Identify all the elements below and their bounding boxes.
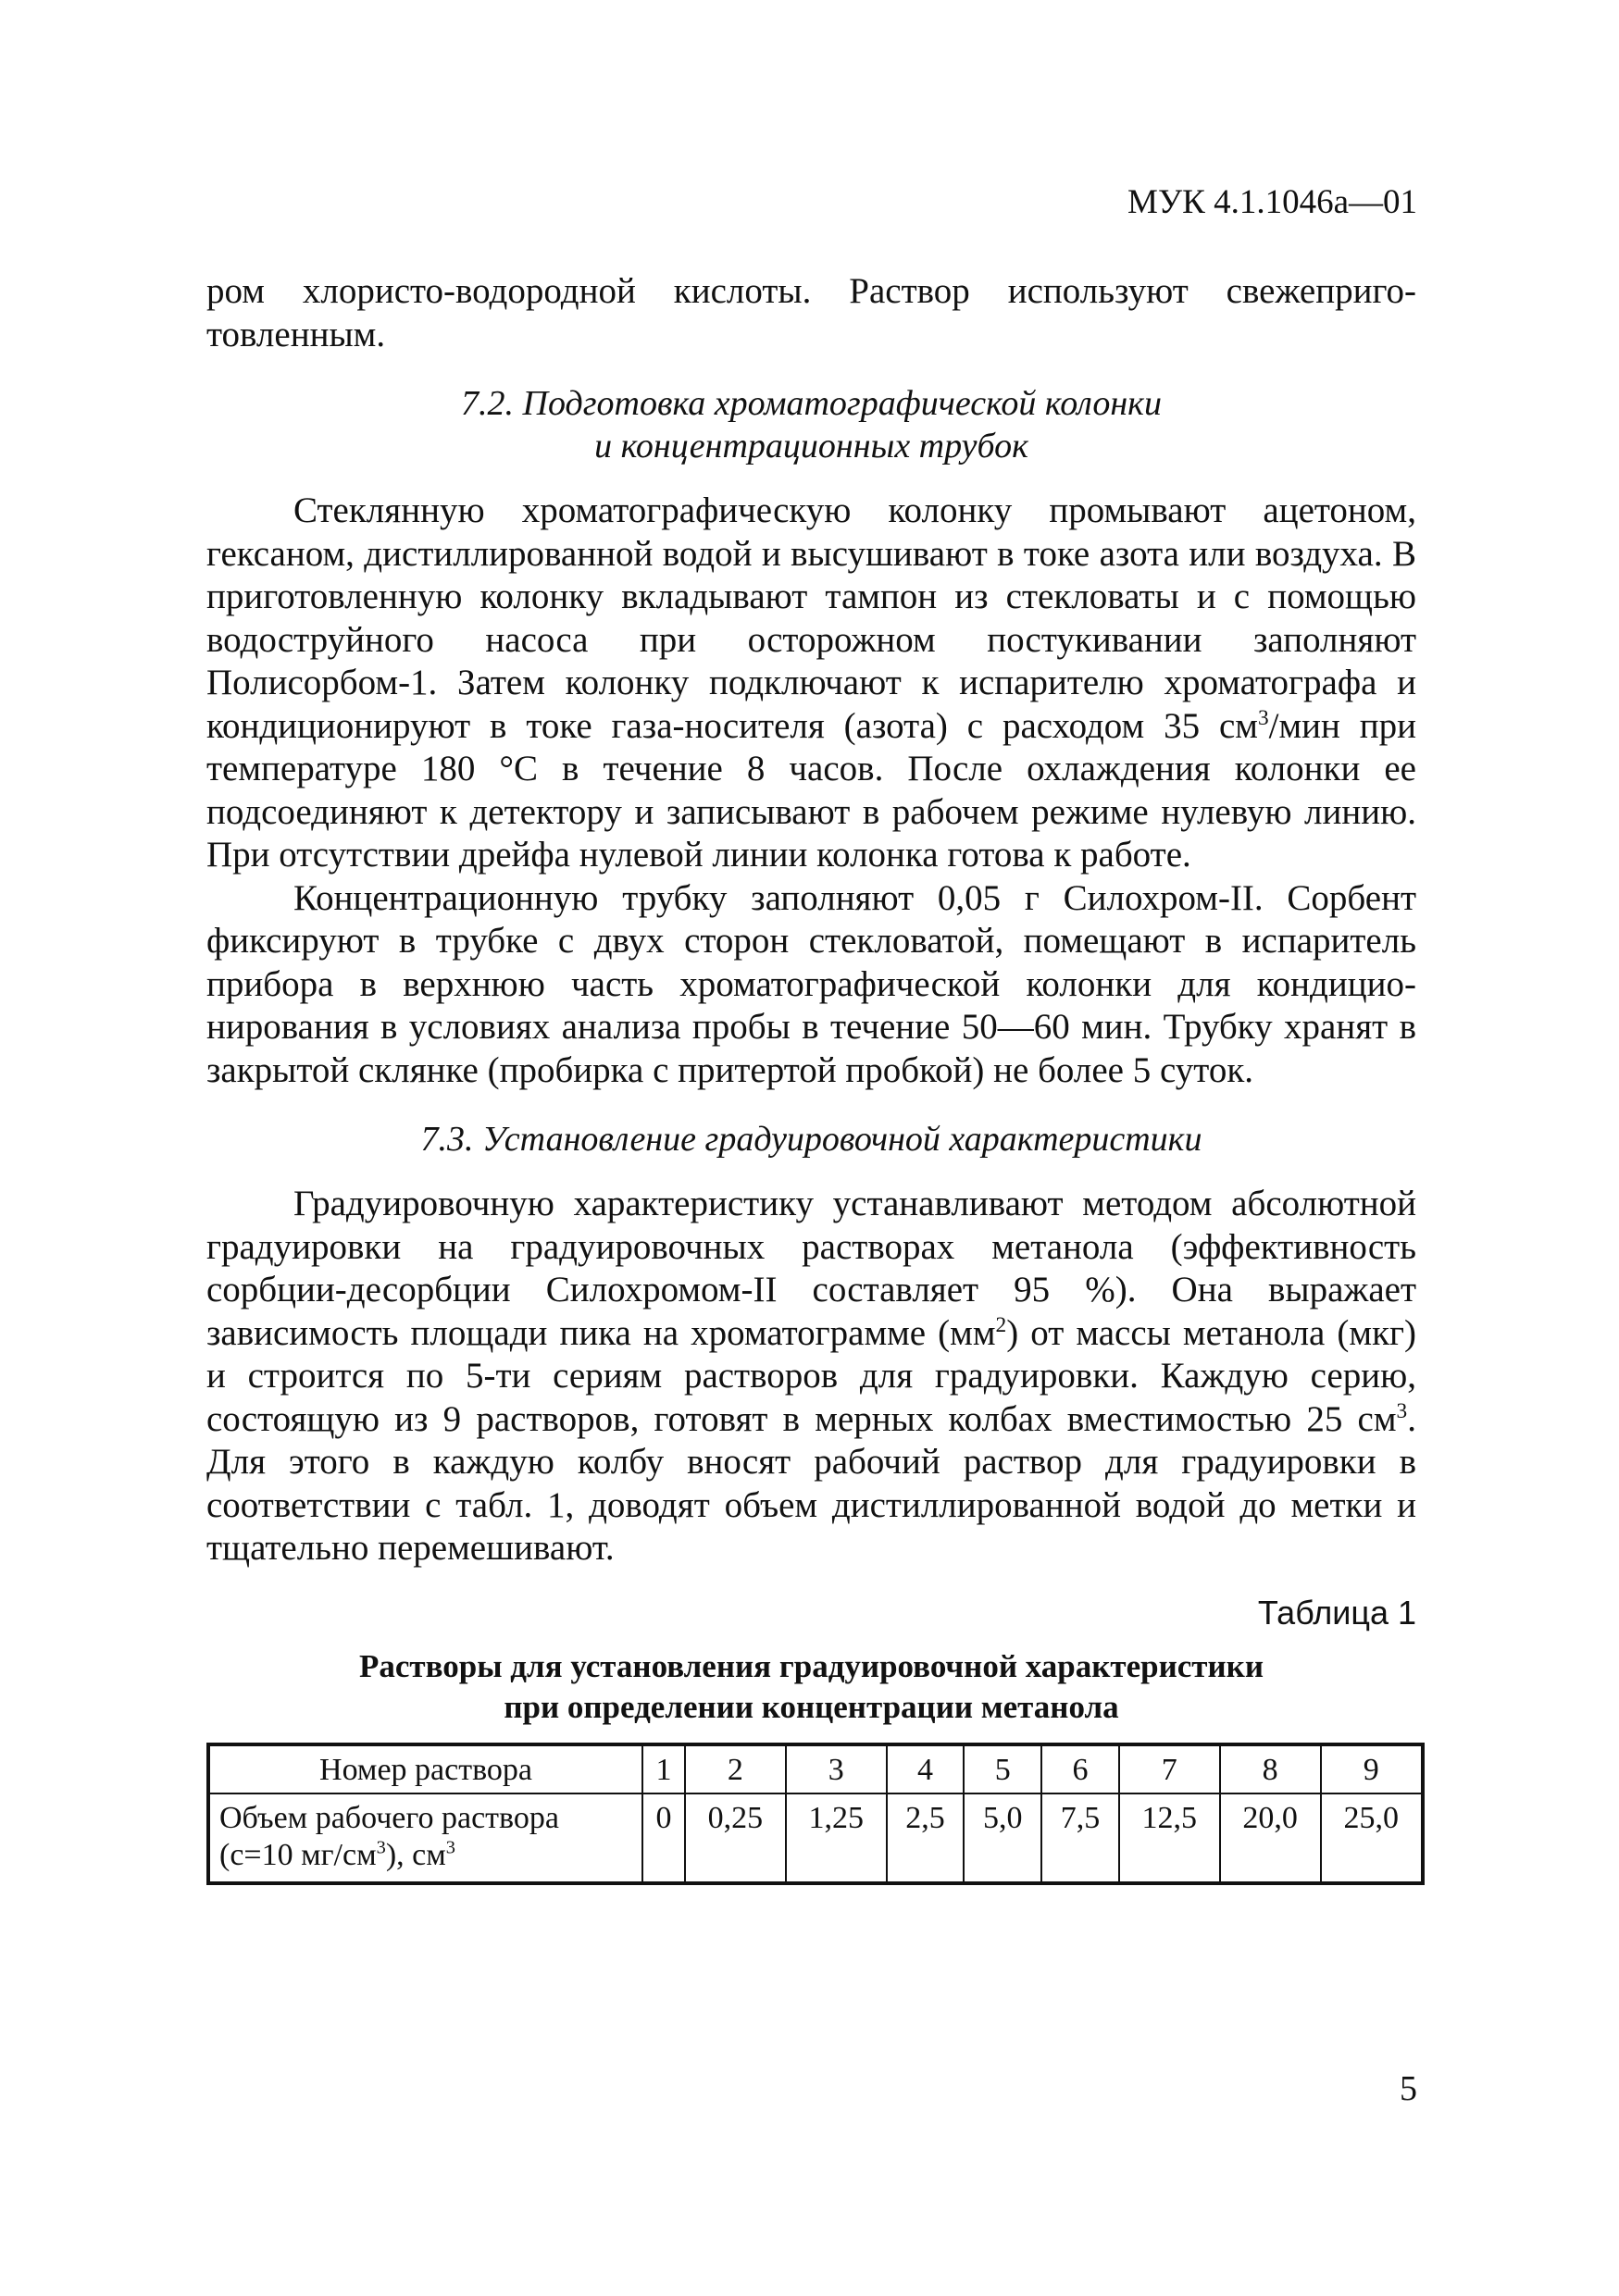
table-cell: 5 xyxy=(964,1744,1041,1793)
table-cell: 2 xyxy=(685,1744,786,1793)
page-number: 5 xyxy=(1400,2069,1417,2108)
table-cell: 1 xyxy=(642,1744,685,1793)
table-cell: 6 xyxy=(1041,1744,1119,1793)
running-header: МУК 4.1.1046а—01 xyxy=(1127,183,1417,221)
superscript: 3 xyxy=(1257,705,1269,730)
paragraph-calibration-part2: ) от массы метанола (мкг) и строится по 5-ти сериям растворов для градуировки. Каждую серию, состоящую из 9 растворов, готовят в мерных колбах вместимостью 25 см xyxy=(206,1312,1417,1439)
table-cell: 25,0 xyxy=(1321,1793,1423,1883)
table-cell: 7 xyxy=(1119,1744,1220,1793)
table-cell: 5,0 xyxy=(964,1793,1041,1883)
table-cell: 4 xyxy=(887,1744,965,1793)
paragraph-column-preparation-part1: Стеклянную хроматографическую колонку промывают ацетоном, гексаном, дистиллированной водой и высушивают в токе азота или воздуха. В приготовленную колонку вкладывают тампон из стекловаты и с помощью водоструйного насоса при осторожном постукивании заполняют Полисорбом-1. Затем колонку подключают к испарителю хроматографа и кондиционируют в токе газа-носителя (азота) с расходом 35 см xyxy=(206,490,1416,746)
superscript: 2 xyxy=(995,1312,1007,1337)
table-caption xyxy=(206,1646,1416,1728)
superscript: 3 xyxy=(445,1837,455,1858)
row-header-line2-part1: (с=10 мг/см xyxy=(219,1837,377,1872)
table-cell: 12,5 xyxy=(1119,1793,1220,1883)
paragraph-column-preparation-part2: /мин при температуре 180 °С в течение 8 часов. После охлаждения колонки ее подсоединяют к детектору и записывают в рабочем режиме нулевую линию. При отсутствии дрейфа нулевой линии колонка готова к работе. xyxy=(206,705,1416,875)
table-cell: 0,25 xyxy=(685,1793,786,1883)
paragraph-continuation: ром хлористо-водородной кислоты. Раствор используют свежеприготовленным. xyxy=(206,271,1416,354)
table-caption-line2: при определении концентрации метанола xyxy=(504,1688,1119,1725)
paragraph-calibration xyxy=(206,1183,1416,1570)
table-cell: 8 xyxy=(1220,1744,1321,1793)
section-heading-7-2-line2: и концентрационных трубок xyxy=(594,427,1028,465)
superscript: 3 xyxy=(376,1837,386,1858)
table-cell: 7,5 xyxy=(1041,1793,1119,1883)
row-header-line2-part2: ), см xyxy=(385,1837,446,1872)
table-row xyxy=(208,1793,1423,1883)
table-cell: 2,5 xyxy=(887,1793,965,1883)
table-row xyxy=(208,1744,1423,1793)
table-cell: 3 xyxy=(786,1744,887,1793)
paragraph-calibration-part3: . Для этого в каждую колбу вносят рабочий раствор для градуировки в соответствии с табл. 1, доводят объем дистиллированной водой до метки и тщательно перемешивают. xyxy=(206,1398,1416,1568)
superscript: 3 xyxy=(1396,1398,1408,1423)
table-row-header xyxy=(208,1793,642,1883)
paragraph-calibration-part1: Градуировочную характеристику устанавливают методом абсолютной градуировки на градуировочных растворах метанола (эффективность сорбции-десорбции Силохромом-II составляет 95 %). Она выражает зависимость площади пика на хроматограмме (мм xyxy=(206,1184,1416,1353)
table-cell: 20,0 xyxy=(1220,1793,1321,1883)
table-row-header: Номер раствора xyxy=(208,1744,642,1793)
table-caption-line1: Растворы для установления градуировочной характеристики xyxy=(359,1647,1264,1684)
section-heading-7-3: 7.3. Установление градуировочной характеристики xyxy=(420,1120,1202,1159)
table-number: Таблица 1 xyxy=(1257,1593,1416,1632)
section-heading-7-2-line1: 7.2. Подготовка хроматографической колонки xyxy=(461,384,1162,423)
section-heading-7-2 xyxy=(206,382,1416,467)
solutions-table xyxy=(206,1743,1425,1885)
table-cell: 9 xyxy=(1321,1744,1423,1793)
table-cell: 1,25 xyxy=(786,1793,887,1883)
paragraph-tube-preparation: Концентрационную трубку заполняют 0,05 г Силохром-II. Сорбент фиксируют в трубке с двух сторон стекловатой, помещают в испаритель прибора в верхнюю часть хроматографической колонки для кондиционирования в условиях анализа пробы в течение 50—60 мин. Трубку хранят в закрытой склянке (пробирка с притертой пробкой) не более 5 суток. xyxy=(206,877,1416,1090)
row-header-line1: Объем рабочего раствора xyxy=(219,1800,559,1835)
page-content xyxy=(206,270,1416,1885)
table-cell: 0 xyxy=(642,1793,685,1883)
paragraph-column-preparation xyxy=(206,490,1416,877)
